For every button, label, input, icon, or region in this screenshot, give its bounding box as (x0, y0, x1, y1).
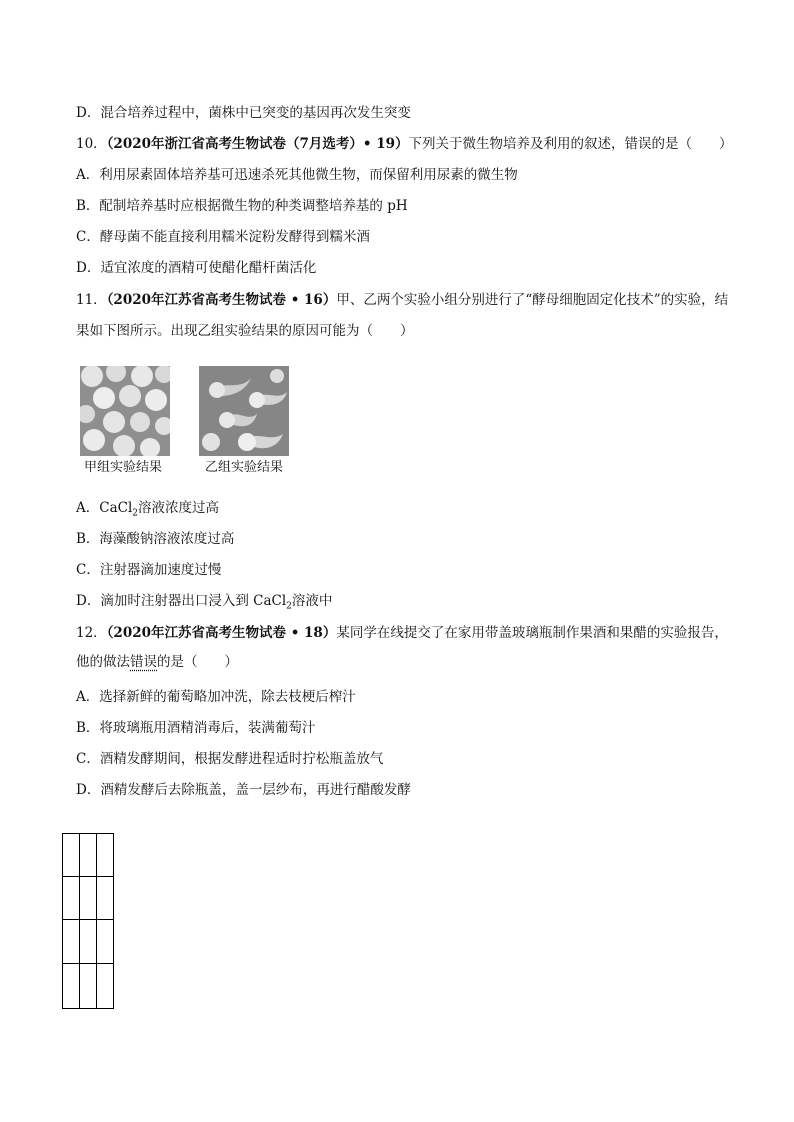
q11-option-d-text: D．滴加时注射器出口浸入到 CaCl (76, 593, 287, 609)
q11-source: （2020年江苏省高考生物试卷 • 16） (106, 292, 337, 308)
answer-grid-cell (97, 877, 113, 920)
q12-option-d: D．酒精发酵后去除瓶盖，盖一层纱布，再进行醋酸发酵 (76, 782, 411, 798)
q9-option-d: D．混合培养过程中，菌株中已突变的基因再次发生突变 (76, 105, 411, 121)
answer-grid-cell (80, 834, 97, 877)
answer-grid-cell (63, 964, 80, 1008)
answer-grid-cell (63, 834, 80, 877)
answer-grid-cell (80, 964, 97, 1008)
figure-group-jia-image (80, 366, 170, 456)
q12-option-b: B．将玻璃瓶用酒精消毒后，装满葡萄汁 (76, 720, 316, 736)
q11-option-c: C．注射器滴加速度过慢 (76, 562, 222, 578)
q11-option-d (76, 592, 332, 616)
q11-stem-line2: 果如下图所示。出现乙组实验结果的原因可能为（ ） (76, 323, 414, 339)
q12-stem-line2-post: 的是（ ） (157, 654, 238, 670)
q11-stem-text: 甲、乙两个实验小组分别进行了“酵母细胞固定化技术”的实验，结 (336, 292, 729, 308)
q11-option-a-subscript: 2 (132, 508, 139, 519)
q10-option-a: A．利用尿素固体培养基可迅速杀死其他微生物，而保留利用尿素的微生物 (76, 167, 518, 183)
q11-option-a-rest: 溶液浓度过高 (138, 500, 220, 516)
q12-emphasis-wrong: 错误 (130, 654, 157, 670)
figure-group-yi-image (199, 366, 289, 456)
q10-source: （2020年浙江省高考生物试卷（7月选考）• 19） (106, 136, 409, 152)
figure-caption-yi: 乙组实验结果 (205, 460, 284, 475)
answer-grid-cell (97, 920, 113, 964)
q12-option-a: A．选择新鲜的葡萄略加冲洗，除去枝梗后榨汁 (76, 689, 356, 705)
q10-stem (76, 135, 733, 153)
q12-number: 12． (76, 625, 107, 641)
beads-tailed-illustration (199, 366, 289, 456)
q10-number: 10． (76, 136, 107, 152)
q12-stem-text: 某同学在线提交了在家用带盖玻璃瓶制作果酒和果醋的实验报告， (336, 625, 728, 641)
q11-option-a (76, 499, 219, 523)
q11-option-a-text: A．CaCl (76, 500, 133, 516)
q11-stem-line1 (76, 291, 728, 309)
q11-option-d-rest: 溶液中 (291, 593, 333, 609)
answer-grid (62, 833, 114, 1009)
q10-stem-text: 下列关于微生物培养及利用的叙述，错误的是（ ） (408, 136, 733, 152)
q12-option-c: C．酒精发酵期间，根据发酵进程适时拧松瓶盖放气 (76, 751, 384, 767)
q10-option-d: D．适宜浓度的酒精可使醋化醋杆菌活化 (76, 260, 317, 276)
q12-stem-line1 (76, 624, 728, 642)
q10-option-c: C．酵母菌不能直接利用糯米淀粉发酵得到糯米酒 (76, 229, 370, 245)
q12-source: （2020年江苏省高考生物试卷 • 18） (106, 625, 337, 641)
answer-grid-cell (97, 964, 113, 1008)
q11-option-d-subscript: 2 (286, 601, 292, 612)
figure-caption-jia: 甲组实验结果 (84, 460, 163, 475)
q10-option-b: B．配制培养基时应根据微生物的种类调整培养基的 pH (76, 198, 408, 214)
q11-option-b: B．海藻酸钠溶液浓度过高 (76, 531, 235, 547)
answer-grid-cell (80, 877, 97, 920)
answer-grid-cell (97, 834, 113, 877)
answer-grid-cell (63, 920, 80, 964)
q12-stem-line2 (76, 653, 238, 671)
q11-number: 11． (76, 292, 107, 308)
answer-grid-cell (80, 920, 97, 964)
answer-grid-cell (63, 877, 80, 920)
beads-round-illustration (80, 366, 170, 456)
q12-stem-line2-pre: 他的做法 (76, 654, 130, 670)
